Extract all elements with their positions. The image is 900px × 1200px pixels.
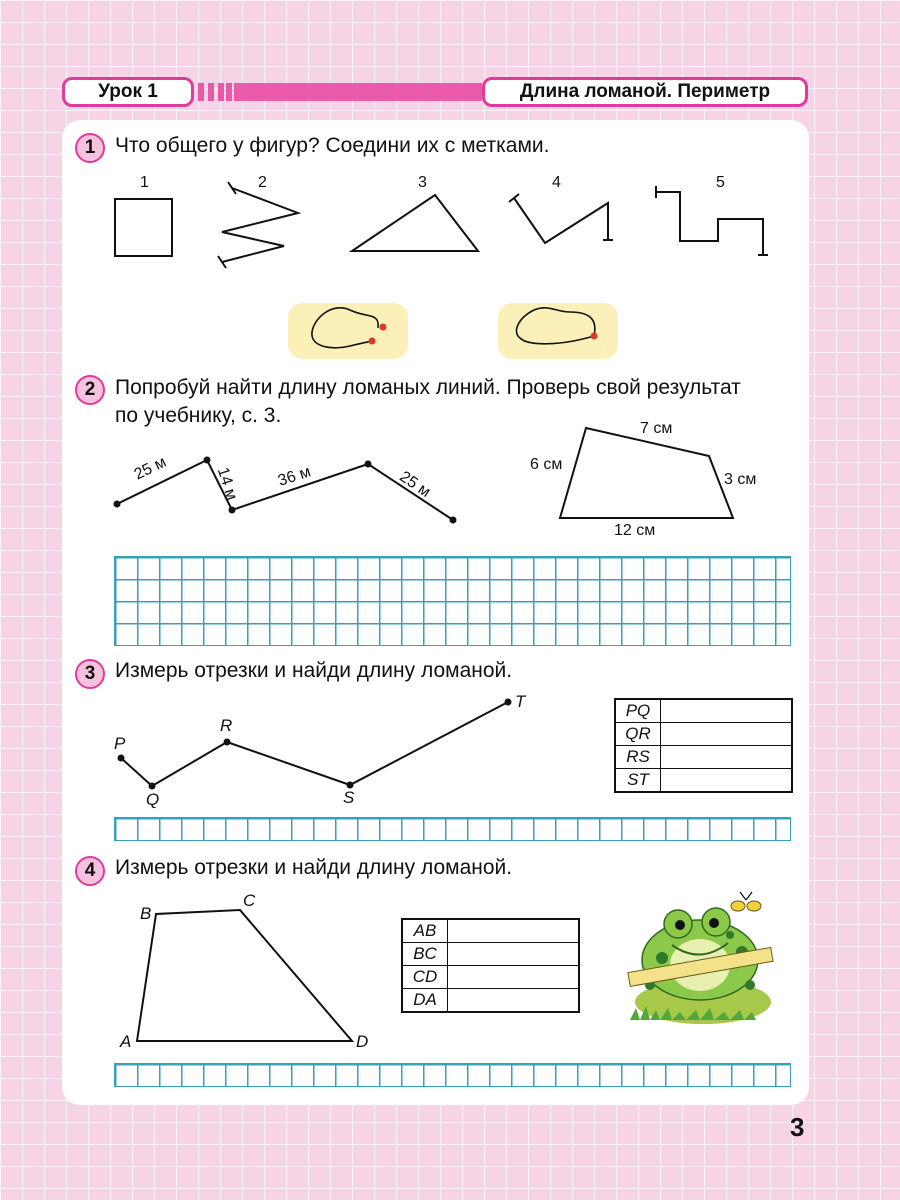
point-d: D — [356, 1032, 369, 1051]
figure-4-end-tick — [509, 194, 519, 202]
task-2-text-line1: Попробуй найти длину ломаных линий. Проверь свой результат — [115, 376, 741, 399]
task-2-broken-line[interactable] — [117, 460, 453, 520]
point-a: A — [120, 1032, 132, 1051]
side-top: 7 см — [640, 420, 673, 437]
segment-label-4: 25 м — [396, 468, 434, 501]
point-s: S — [343, 788, 355, 807]
figure-2-zigzag[interactable] — [222, 188, 298, 262]
lesson-title: Длина ломаной. Периметр — [482, 77, 808, 107]
frog-illustration — [628, 892, 773, 1024]
figure-label-5: 5 — [716, 174, 725, 191]
task-4-text: Измерь отрезки и найди длину ломаной. — [115, 856, 513, 879]
side-right: 3 см — [724, 471, 757, 488]
point-dot — [347, 782, 354, 789]
tag-marker — [369, 338, 376, 345]
task-2-number: 2 — [75, 375, 105, 405]
side-left: 6 см — [530, 456, 563, 473]
row-key: ST — [615, 769, 661, 793]
task-4-number: 4 — [75, 856, 105, 886]
tag-marker — [591, 333, 598, 340]
figure-5-stepped-line[interactable] — [656, 192, 763, 255]
figure-label-4: 4 — [552, 174, 561, 191]
side-bottom: 12 см — [614, 522, 656, 539]
row-key: AB — [402, 919, 448, 943]
point-dot — [114, 501, 121, 508]
task-4-quadrilateral[interactable] — [137, 910, 352, 1041]
point-dot — [229, 507, 236, 514]
point-p: P — [114, 734, 126, 753]
point-t: T — [515, 692, 526, 711]
row-key: PQ — [615, 699, 661, 723]
point-dot — [450, 517, 457, 524]
tag-1-curve — [312, 308, 378, 348]
segment-label-2: 14 м — [213, 465, 241, 503]
figure-label-2: 2 — [258, 174, 267, 191]
segment-label-1: 25 м — [131, 453, 170, 484]
task-1-text: Что общего у фигур? Соедини их с метками. — [115, 134, 550, 157]
point-dot — [224, 739, 231, 746]
task-3-number: 3 — [75, 659, 105, 689]
figure-label-1: 1 — [140, 174, 149, 191]
task-1-number: 1 — [75, 133, 105, 163]
point-c: C — [243, 891, 256, 910]
tag-marker — [380, 324, 387, 331]
point-dot — [365, 461, 372, 468]
task-3-text: Измерь отрезки и найди длину ломаной. — [115, 659, 513, 682]
point-dot — [118, 755, 125, 762]
tag-2-curve — [516, 308, 594, 344]
point-dot — [149, 783, 156, 790]
task-2-quadrilateral[interactable] — [560, 428, 733, 518]
figure-3-triangle[interactable] — [352, 195, 478, 251]
row-key: BC — [402, 943, 448, 966]
row-key: DA — [402, 989, 448, 1013]
segment-label-3: 36 м — [276, 463, 313, 490]
figure-4-broken-line[interactable] — [514, 198, 608, 243]
point-r: R — [220, 716, 233, 735]
point-b: B — [140, 904, 152, 923]
figure-1-square[interactable] — [115, 199, 172, 256]
page-number: 3 — [790, 1112, 805, 1142]
point-dot — [204, 457, 211, 464]
figure-label-3: 3 — [418, 174, 427, 191]
row-key: RS — [615, 746, 661, 769]
point-dot — [505, 699, 512, 706]
task-2-text-line2: по учебнику, с. 3. — [115, 404, 282, 427]
lesson-label: Урок 1 — [62, 77, 194, 107]
point-q: Q — [146, 790, 160, 809]
row-key: CD — [402, 966, 448, 989]
row-key: QR — [615, 723, 661, 746]
task-3-broken-line[interactable] — [121, 702, 508, 786]
